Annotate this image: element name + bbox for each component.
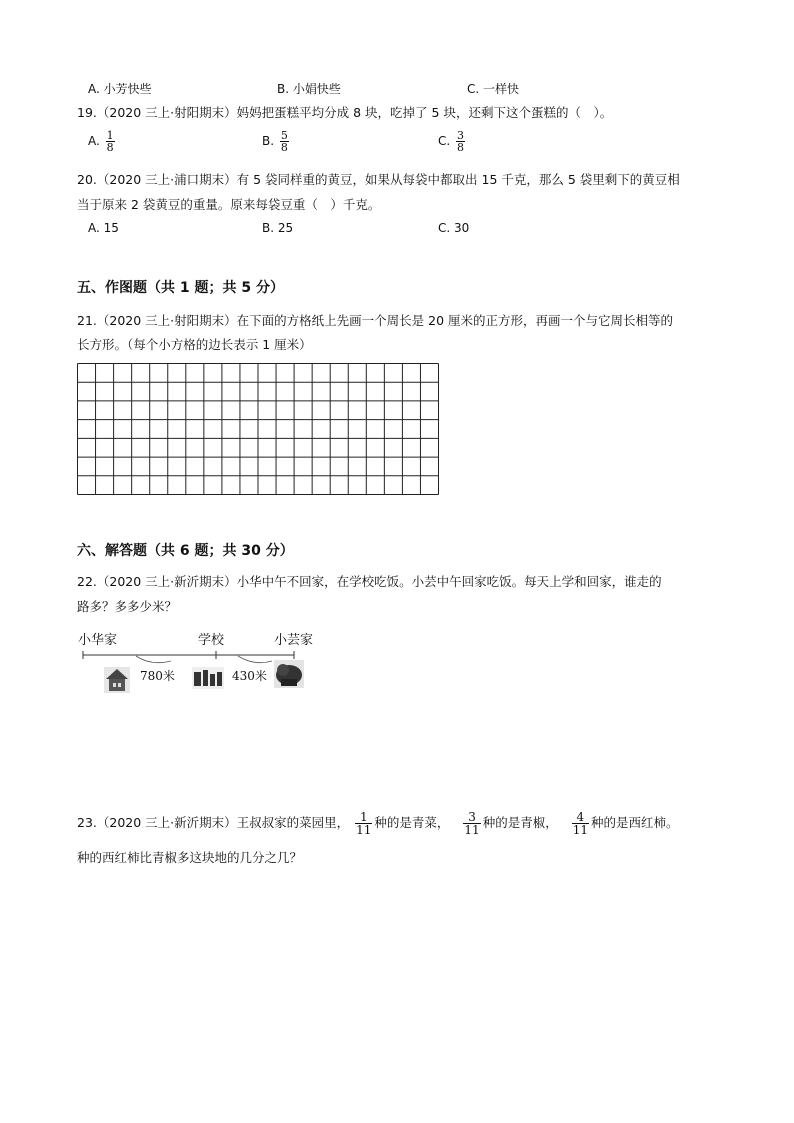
q19-option-a: A. $\frac{1}{8}$ [88,129,114,154]
q23-line2: 种的西红柿比青椒多这块地的几分之几？ [77,850,303,865]
q19-option-b: B. $\frac{5}{8}$ [262,129,288,154]
q21-line2: 长方形。（每个小方格的边长表示 1 厘米） [77,337,312,352]
section-title-drawing: 五、作图题（共 1 题；共 5 分） [77,280,284,296]
home-tree-icon [273,659,305,689]
route-map [76,628,326,698]
map-label-xiaohua-home: 小华家 [78,633,118,648]
q21-line1: 21.（2020 三上·射阳期末）在下面的方格纸上先画一个周长是 20 厘米的正方形，再画一个与它周长相等的 [77,313,673,328]
map-label-xiaoyun-home: 小芸家 [274,633,314,648]
fraction: $\frac{4}{11}$ [572,810,588,837]
q19-text: 19.（2020 三上·射阳期末）妈妈把蛋糕平均分成 8 块，吃掉了 5 块，还剩下这个蛋糕的（ ）。 [77,105,613,120]
q18-option-b: B. 小娟快些 [277,82,341,96]
q20-line2: 当于原来 2 袋黄豆的重量。原来每袋豆重（ ）千克。 [77,197,381,212]
fraction: $\frac{1}{11}$ [356,810,372,837]
q22-line2: 路多？多多少米？ [77,599,178,614]
q19-option-c: C. $\frac{3}{8}$ [438,129,465,154]
fraction: $\frac{3}{8}$ [457,129,465,154]
fraction: $\frac{3}{11}$ [464,810,480,837]
grid-paper[interactable] [77,363,439,495]
q22-line1: 22.（2020 三上·新沂期末）小华中午不回家，在学校吃饭。小芸中午回家吃饭。每天上学和回家，谁走的 [77,574,662,589]
grid-svg[interactable] [77,363,439,495]
q18-option-a: A. 小芳快些 [88,82,152,96]
q20-option-a: A. 15 [88,221,119,235]
q18-option-c: C. 一样快 [467,82,520,96]
q20-option-c: C. 30 [438,221,470,235]
fraction: $\frac{5}{8}$ [280,129,288,154]
distance-label-a: 780米 [140,669,175,683]
q20-option-b: B. 25 [262,221,294,235]
school-icon [191,666,225,690]
distance-label-b: 430米 [232,669,267,683]
section-title-solve: 六、解答题（共 6 题；共 30 分） [77,543,294,559]
q20-line1: 20.（2020 三上·浦口期末）有 5 袋同样重的黄豆，如果从每袋中都取出 15 千克，那么 5 袋里剩下的黄豆相 [77,172,680,187]
q23-line1: 23.（2020 三上·新沂期末）王叔叔家的菜园里， $\frac{1}{11}$ 种的是青菜， $\frac{3}{11}$ 种的是青椒， $\frac{4}{11}$ 种的是西红柿。 [77,810,679,837]
map-label-school: 学校 [198,633,225,648]
house-icon [103,666,131,694]
fraction: $\frac{1}{8}$ [106,129,114,154]
